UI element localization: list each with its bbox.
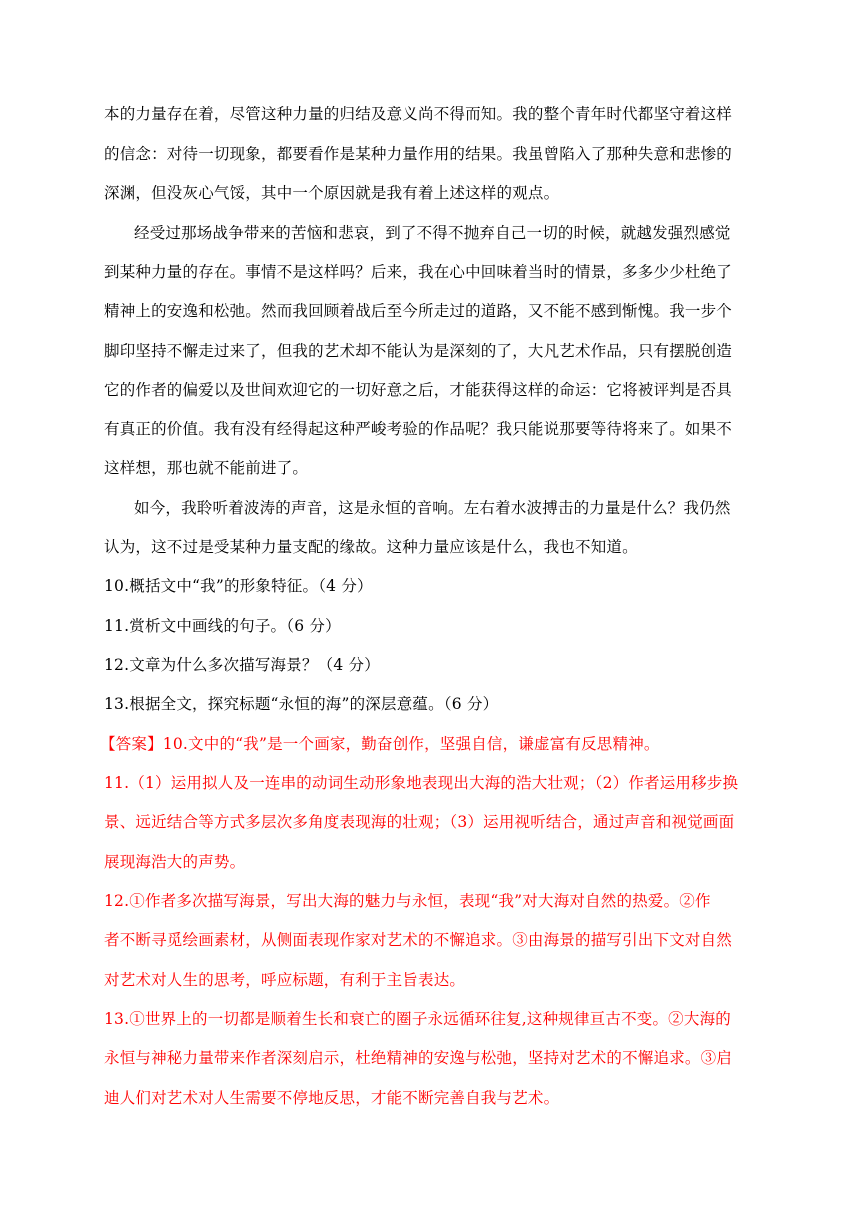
text-line: 脚印坚持不懈走过来了，但我的艺术却不能认为是深刻的了，大凡艺术作品，只有摆脱创造 — [104, 342, 733, 360]
text-line: 迪人们对艺术对人生需要不停地反思，才能不断完善自我与艺术。 — [104, 1089, 560, 1107]
text-line: 对艺术对人生的思考，呼应标题，有利于主旨表达。 — [104, 971, 466, 989]
text-line: 13.①世界上的一切都是顺着生长和衰亡的圈子永远循环往复,这种规律亘古不变。②大海的 — [104, 1010, 731, 1028]
question-10: 10.概括文中“我”的形象特征。（4 分） — [104, 577, 373, 595]
question-12: 12.文章为什么多次描写海景？（4 分） — [104, 656, 380, 674]
text-line: 它的作者的偏爱以及世间欢迎它的一切好意之后，才能获得这样的命运：它将被评判是否具 — [104, 381, 733, 399]
text-line: 者不断寻觅绘画素材，从侧面表现作家对艺术的不懈追求。③由海景的描写引出下文对自然 — [104, 931, 733, 949]
text-line: 11.（1）运用拟人及一连串的动词生动形象地表现出大海的浩大壮观；（2）作者运用移步换 — [104, 774, 739, 792]
text-line: 12.①作者多次描写海景，写出大海的魅力与永恒，表现“我”对大海对自然的热爱。②作 — [104, 892, 711, 910]
text-line: 精神上的安逸和松弛。然而我回顾着战后至今所走过的道路，又不能不感到惭愧。我一步个 — [104, 302, 733, 320]
text-line: 经受过那场战争带来的苦恼和悲哀，到了不得不抛弃自己一切的时候，就越发强烈感觉 — [134, 224, 731, 242]
text-line: 本的力量存在着，尽管这种力量的归结及意义尚不得而知。我的整个青年时代都坚守着这样 — [104, 105, 733, 123]
answer-10: 【答案】10.文中的“我”是一个画家，勤奋创作，坚强自信，谦虚富有反思精神。 — [100, 735, 660, 753]
text-line: 到某种力量的存在。事情不是这样吗？后来，我在心中回味着当时的情景，多多少少杜绝了 — [104, 263, 733, 281]
text-line: 永恒与神秘力量带来作者深刻启示，杜绝精神的安逸与松弛，坚持对艺术的不懈追求。③启 — [104, 1049, 733, 1067]
text-line: 景、远近结合等方式多层次多角度表现海的壮观；（3）运用视听结合，通过声音和视觉画面 — [104, 813, 735, 831]
text-line: 这样想，那也就不能前进了。 — [104, 459, 309, 477]
text-line: 的信念：对待一切现象，都要看作是某种力量作用的结果。我虽曾陷入了那种失意和悲惨的 — [104, 145, 733, 163]
text-line: 有真正的价值。我有没有经得起这种严峻考验的作品呢？我只能说那要等待将来了。如果不 — [104, 420, 733, 438]
text-line: 如今，我聆听着波涛的声音，这是永恒的音响。左右着水波搏击的力量是什么？我仍然 — [134, 499, 731, 517]
text-line: 展现海浩大的声势。 — [104, 853, 246, 871]
text-line: 深渊，但没灰心气馁，其中一个原因就是我有着上述这样的观点。 — [104, 184, 560, 202]
text-line: 认为，这不过是受某种力量支配的缘故。这种力量应该是什么，我也不知道。 — [104, 538, 638, 556]
question-11: 11.赏析文中画线的句子。（6 分） — [104, 617, 341, 635]
question-13: 13.根据全文，探究标题“永恒的海”的深层意蕴。（6 分） — [104, 695, 499, 713]
